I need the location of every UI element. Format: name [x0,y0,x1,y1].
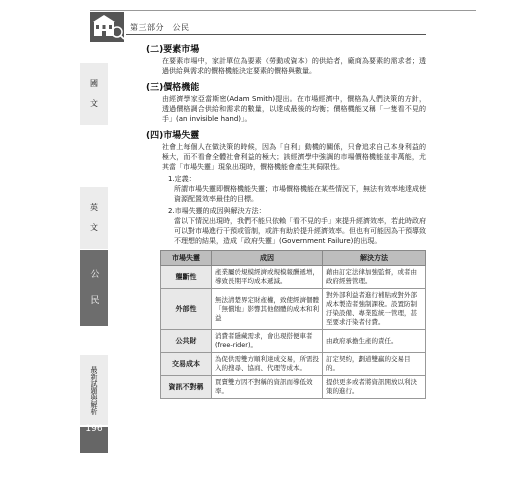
failure-type: 外部性 [161,289,212,330]
sidebar-tabs [80,36,108,476]
failure-solution: 由政府承擔生產的責任。 [323,330,426,353]
table-row [161,289,426,330]
section-market-failure [148,128,426,246]
failure-solution: 藉由訂定法律加強監督，或者由政府經營管理。 [323,266,426,289]
section-price-mechanism [148,80,426,124]
failure-type: 公共財 [161,330,212,353]
failure-type: 資訊不對稱 [161,376,212,399]
tab-english[interactable] [80,186,108,250]
column-header: 市場失靈 [161,251,212,266]
tab-chinese[interactable] [80,62,108,126]
section-title: (四)市場失靈 [146,131,200,141]
header-top-rule [90,10,476,11]
failure-type: 壟斷性 [161,266,212,289]
section-title: (二)要素市場 [146,45,200,55]
column-header: 成因 [212,251,323,266]
table-row [161,376,426,399]
page-number: 196 [85,424,103,434]
tab-civics[interactable] [80,250,108,326]
failure-solution: 對外部利益者進行補貼或對外部成本製造者強制課稅。設置防制汙染設備、專業監統一管理，甚至要求汙染者付費。 [323,289,426,330]
failure-cause: 消費者隱藏需求，會出現搭便車者(free-rider)。 [212,330,323,353]
table-row [161,266,426,289]
definition-text: 所謂市場失靈即價格機能失靈；市場價格機能在某些情況下，無法有效率地達成使資源配置效率最佳的目標。 [174,185,426,203]
failure-solution: 提供更多或者將資訊開放以利決策的進行。 [323,376,426,399]
failure-cause: 為促供需雙方順利達成交易，所需投入的搜尋、協商、代理等成本。 [212,353,323,376]
section-factor-market [148,42,426,76]
failure-solution: 訂定契約，劃道雙贏的交易目的。 [323,353,426,376]
main-content [148,42,426,399]
section-title: (三)價格機能 [146,83,200,93]
page-header-title: 第三部分 公民 [130,23,190,32]
tab-civics-label: 公 民 [88,268,99,308]
tab-english-label: 英 文 [89,203,99,233]
column-header: 解決方法 [323,251,426,266]
section-paragraph: 由經濟學家亞當斯密(Adam Smith)提出。在市場經濟中，價格為人們決策的方針，透過價格調合供給和需求的數量，以達成最後的均衡；價格機能又稱「一隻看不見的手」(an invisible hand)」。 [162,95,426,123]
failure-type: 交易成本 [161,353,212,376]
table-row [161,330,426,353]
header-rule [126,34,426,35]
tab-latest-exams[interactable] [80,354,108,426]
tab-latest-exams-label: 最新試題與解析 [90,365,98,415]
failure-cause: 買賣雙方因不對稱的資訊而導低效率。 [212,376,323,399]
failure-cause: 無法清楚界定財產權，致使經濟個體「無償地」影響其他個體的成本和利益 [212,289,323,330]
market-failure-table [160,250,426,399]
failure-cause: 產業屬於規模經濟或規模報酬遞增，導致長期平均成本遞減。 [212,266,323,289]
section-paragraph: 在要素市場中，家計單位為要素（勞動或資本）的供給者，廠商為要素的需求者；透過供給與需求的價格機能決定要素的價格與數量。 [162,57,426,75]
causes-text: 當以下情況出現時，我們不能只依賴「看不見的手」來提升經濟效率，若此時政府可以對市場進行干預或管制，或許有助於提升經濟效率。但也有可能因為干預導致不理想的結果，造成「政府失靈」(Government Failure)的出現。 [174,217,426,245]
definition-label: 1.定義： [168,175,196,183]
table-row [161,353,426,376]
causes-label: 2.市場失靈的成因與解決方法： [168,207,266,215]
section-paragraph: 社會上每個人在做決策的時候，因為「自利」動機的關係，只會追求自己本身利益的極大，而不看會全體社會利益的極大；該經濟學中強調的市場價格機能並非萬能，尤其當「市場失靈」現象出現時，價格機能會產生其侷限性。 [162,143,426,171]
tab-chinese-label: 國 文 [89,79,99,109]
table-header-row [161,251,426,266]
